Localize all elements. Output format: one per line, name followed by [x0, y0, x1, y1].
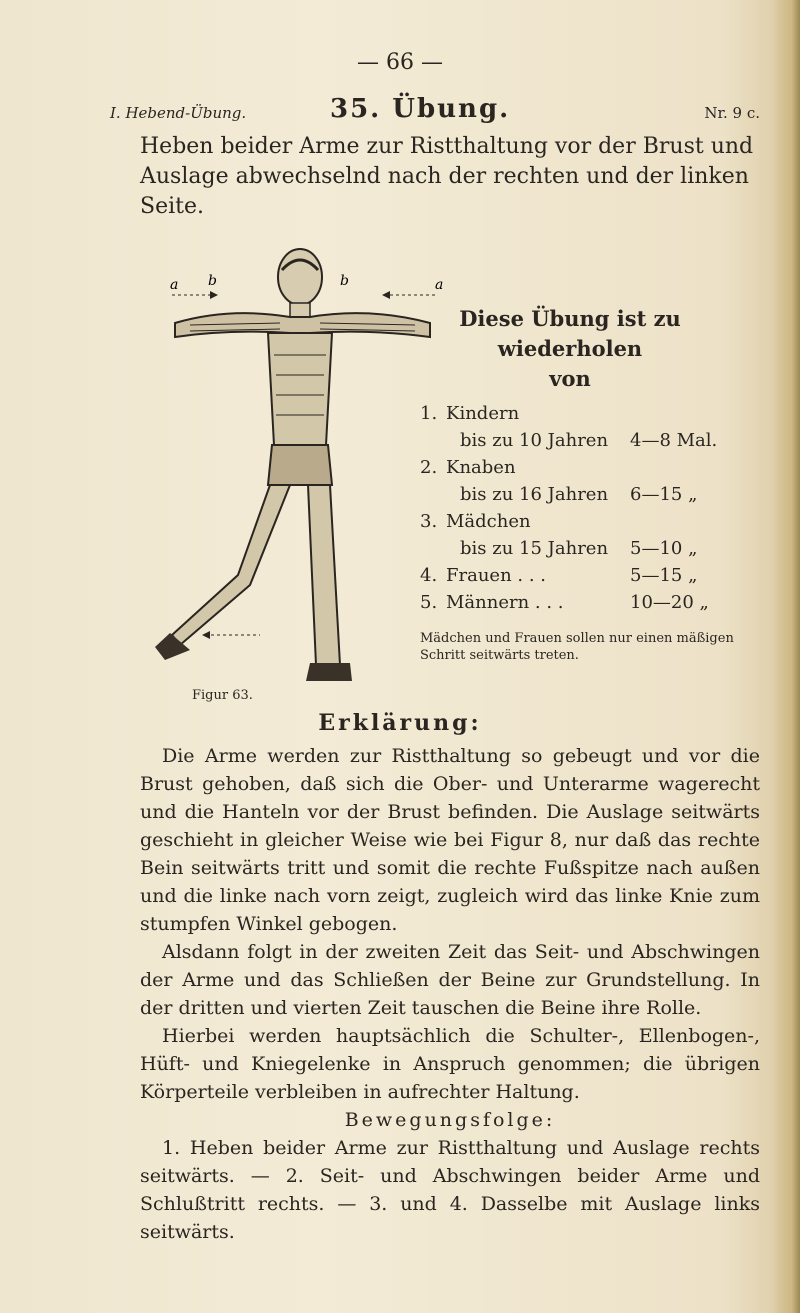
item-number: 5. — [420, 592, 438, 613]
repeat-title-line2: von — [549, 366, 591, 391]
arrow-head-right — [382, 291, 390, 299]
repeat-list — [420, 400, 760, 616]
running-head-number: Nr. 9 c. — [704, 104, 760, 122]
figure-right-leg — [308, 485, 340, 665]
item-count: 4—8 Mal. — [630, 430, 718, 451]
exercise-description: Heben beider Arme zur Ristthaltung vor der Brust und Auslage abwechselnd nach der rechten und der linken Seite. — [140, 134, 754, 219]
explanation-heading: Erklärung: — [318, 710, 482, 736]
label-a-right: a — [435, 277, 444, 293]
sequence-text: 1. Heben beider Arme zur Ristthaltung und Auslage rechts seitwärts. — 2. Seit- und Abschwingen beider Arme und Schlußtritt rechts. — 3. und 4. Dasselbe mit Auslage links seitwärts. — [140, 1137, 760, 1243]
item-count: 5—15 „ — [630, 565, 698, 586]
figure-caption: Figur 63. — [192, 688, 253, 703]
explanation-body — [140, 742, 760, 1246]
item-count: 5—10 „ — [630, 538, 698, 559]
label-b-left: b — [208, 273, 217, 289]
list-item — [420, 427, 760, 454]
item-number: 4. — [420, 565, 438, 586]
item-label: Männern . . . — [446, 592, 564, 613]
figure-torso — [268, 333, 332, 445]
repeat-note: Mädchen und Frauen sollen nur einen mäßigen Schritt seitwärts treten. — [420, 631, 734, 663]
repeat-title — [420, 304, 720, 394]
explanation-paragraph: Alsdann folgt in der zweiten Zeit das Seit- und Abschwingen der Arme und das Schließen der Beine zur Grundstellung. In der dritten und vierten Zeit tauschen die Beine ihre Rolle. — [140, 941, 760, 1019]
item-age: bis zu 16 Jahren — [460, 484, 609, 505]
item-label: Mädchen — [446, 511, 531, 532]
repeat-table — [420, 304, 760, 664]
arrow-head-left — [210, 291, 218, 299]
figure-illustration — [150, 245, 455, 685]
label-a-left: a — [170, 277, 179, 293]
list-item — [420, 535, 760, 562]
figure-left-leg — [172, 485, 290, 645]
list-item — [420, 589, 760, 616]
running-head-left: I. Hebend-Übung. — [110, 104, 247, 122]
figure-right-foot — [306, 663, 352, 681]
list-item — [420, 508, 760, 535]
running-head — [110, 94, 760, 130]
page-edge — [772, 0, 800, 1313]
item-label: Kindern — [446, 403, 520, 424]
item-count: 6—15 „ — [630, 484, 698, 505]
sequence-heading: Bewegungsfolge: — [344, 1109, 556, 1131]
list-item — [420, 562, 760, 589]
list-item — [420, 400, 760, 427]
item-age: bis zu 10 Jahren — [460, 430, 609, 451]
item-label: Frauen . . . — [446, 565, 546, 586]
running-head-title: 35. Übung. — [330, 94, 511, 124]
explanation-paragraph: Hierbei werden hauptsächlich die Schulter-, Ellenbogen-, Hüft- und Kniegelenke in Anspruch genommen; die übrigen Körperteile verbleiben in aufrechter Haltung. — [140, 1025, 760, 1103]
item-number: 2. — [420, 457, 438, 478]
item-age: bis zu 15 Jahren — [460, 538, 609, 559]
list-item — [420, 454, 760, 481]
gymnast-figure-svg — [150, 245, 455, 685]
figure-neck — [290, 303, 310, 317]
item-number: 1. — [420, 403, 438, 424]
item-count: 10—20 „ — [630, 592, 709, 613]
step-arrow-head — [202, 631, 210, 639]
explanation-paragraph: Die Arme werden zur Ristthaltung so gebeugt und vor die Brust gehoben, daß sich die Ober- und Unterarme wagerecht und die Hanteln vor der Brust befinden. Die Auslage seitwärts geschieht in gleicher Weise wie bei Figur 8, nur daß das rechte Bein seitwärts tritt und somit die rechte Fußspitze nach außen und die linke nach vorn zeigt, zugleich wird das linke Knie zum stumpfen Winkel gebogen. — [140, 745, 760, 935]
list-item — [420, 481, 760, 508]
figure-head — [278, 249, 322, 305]
item-number: 3. — [420, 511, 438, 532]
repeat-title-line1: Diese Übung ist zu wiederholen — [459, 306, 681, 361]
page-number: — 66 — — [357, 50, 443, 75]
label-b-right: b — [340, 273, 349, 289]
item-label: Knaben — [446, 457, 516, 478]
figure-trunks — [268, 445, 332, 485]
